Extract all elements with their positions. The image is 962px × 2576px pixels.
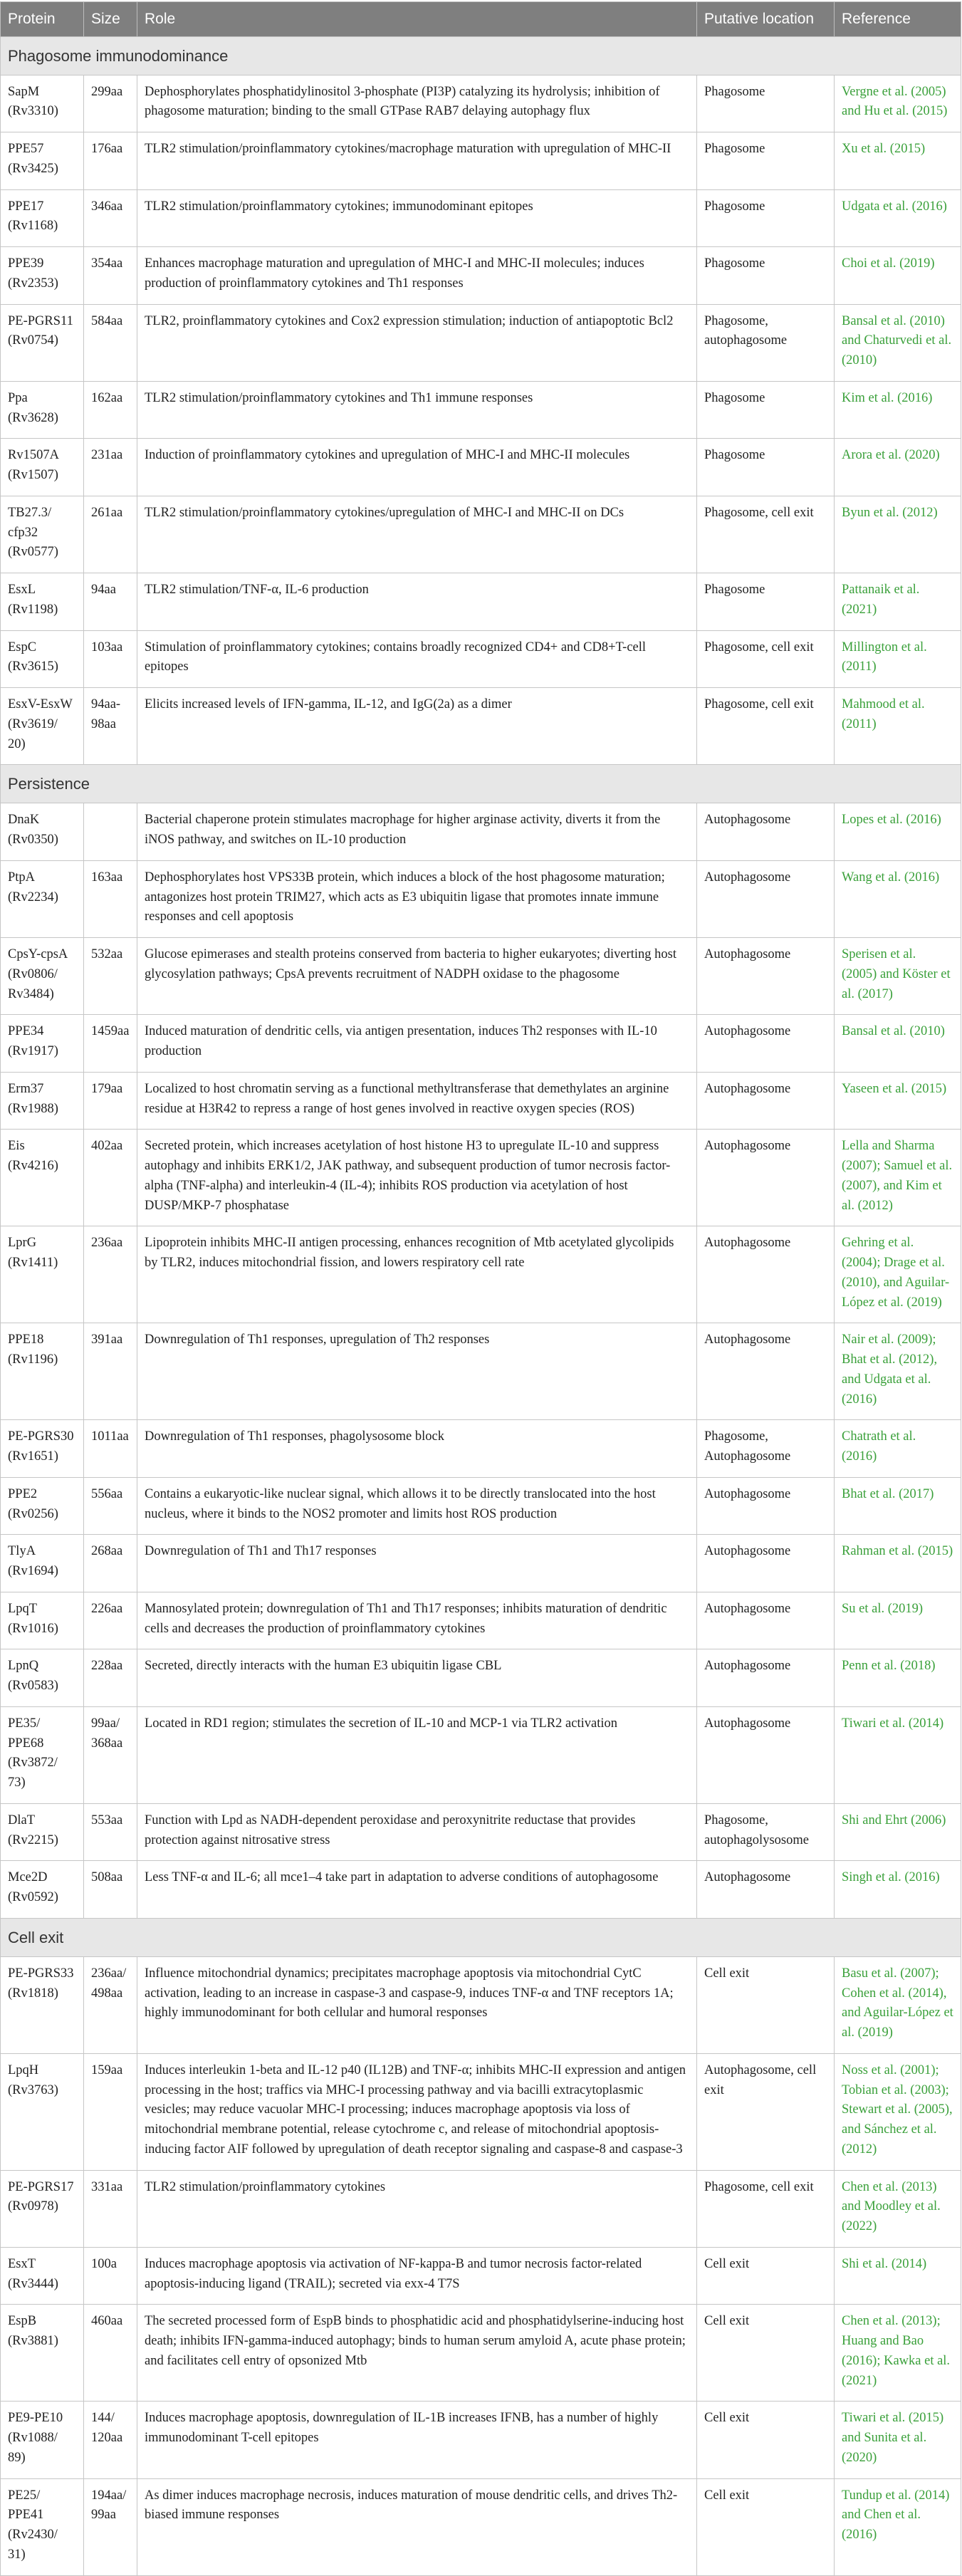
table-row [1, 2478, 961, 2575]
protein-cell: EsxV-EsxW (Rv3619/ 20) [1, 688, 84, 765]
reference-cell[interactable]: Mahmood et al. (2011) [835, 688, 961, 765]
protein-cell: LpnQ (Rv0583) [1, 1649, 84, 1707]
location-cell: Autophagosome [697, 803, 835, 861]
reference-cell[interactable]: Lella and Sharma (2007); Samuel et al. (2007), and Kim et al. (2012) [835, 1130, 961, 1226]
table-row [1, 688, 961, 765]
size-cell: 159aa [84, 2053, 137, 2170]
location-cell: Autophagosome [697, 1072, 835, 1130]
size-cell: 103aa [84, 630, 137, 688]
location-cell: Phagosome, cell exit [697, 496, 835, 573]
location-cell: Autophagosome [697, 1706, 835, 1803]
role-cell: Induces macrophage apoptosis via activation of NF-kappa-B and tumor necrosis factor-related apoptosis-inducing ligand (TRAIL); secreted via exx-4 T7S [137, 2247, 697, 2305]
location-cell: Phagosome [697, 381, 835, 439]
protein-cell: Ppa (Rv3628) [1, 381, 84, 439]
location-cell: Cell exit [697, 2478, 835, 2575]
size-cell: 179aa [84, 1072, 137, 1130]
reference-cell[interactable]: Kim et al. (2016) [835, 381, 961, 439]
protein-cell: EspC (Rv3615) [1, 630, 84, 688]
table-row [1, 381, 961, 439]
role-cell: Secreted, directly interacts with the human E3 ubiquitin ligase CBL [137, 1649, 697, 1707]
protein-cell: Erm37 (Rv1988) [1, 1072, 84, 1130]
table-row [1, 573, 961, 631]
protein-cell: LpqT (Rv1016) [1, 1592, 84, 1649]
reference-cell[interactable]: Bhat et al. (2017) [835, 1477, 961, 1535]
reference-cell[interactable]: Yaseen et al. (2015) [835, 1072, 961, 1130]
size-cell [84, 803, 137, 861]
reference-cell[interactable]: Choi et al. (2019) [835, 247, 961, 305]
role-cell: Stimulation of proinflammatory cytokines; contains broadly recognized CD4+ and CD8+T-cell epitopes [137, 630, 697, 688]
size-cell: 556aa [84, 1477, 137, 1535]
size-cell: 354aa [84, 247, 137, 305]
protein-cell: Rv1507A (Rv1507) [1, 439, 84, 496]
column-header-role: Role [137, 2, 697, 37]
role-cell: Lipoprotein inhibits MHC-II antigen processing, enhances recognition of Mtb acetylated glycolipids by TLR2, induces mitochondrial fission, and lowers respiratory cell rate [137, 1226, 697, 1323]
size-cell: 391aa [84, 1323, 137, 1420]
table-row [1, 1072, 961, 1130]
size-cell: 99aa/ 368aa [84, 1706, 137, 1803]
reference-cell[interactable]: Sperisen et al. (2005) and Köster et al. (2017) [835, 938, 961, 1015]
role-cell: Bacterial chaperone protein stimulates macrophage for higher arginase activity, diverts it from the iNOS pathway, and switches on IL-10 production [137, 803, 697, 861]
table-row [1, 247, 961, 305]
size-cell: 226aa [84, 1592, 137, 1649]
section-title: Phagosome immunodominance [1, 36, 961, 75]
table-row [1, 803, 961, 861]
location-cell: Phagosome [697, 247, 835, 305]
size-cell: 228aa [84, 1649, 137, 1707]
location-cell: Phagosome [697, 573, 835, 631]
location-cell: Phagosome, cell exit [697, 630, 835, 688]
reference-cell[interactable]: Shi et al. (2014) [835, 2247, 961, 2305]
table-row [1, 630, 961, 688]
size-cell: 236aa/ 498aa [84, 1956, 137, 2053]
table-body [1, 36, 961, 2575]
location-cell: Autophagosome, cell exit [697, 2053, 835, 2170]
protein-cell: PE-PGRS11 (Rv0754) [1, 304, 84, 381]
reference-cell[interactable]: Gehring et al. (2004); Drage et al. (2010), and Aguilar-López et al. (2019) [835, 1226, 961, 1323]
table-row [1, 1956, 961, 2053]
size-cell: 402aa [84, 1130, 137, 1226]
protein-cell: Mce2D (Rv0592) [1, 1861, 84, 1919]
size-cell: 94aa [84, 573, 137, 631]
table-row [1, 1323, 961, 1420]
size-cell: 94aa-98aa [84, 688, 137, 765]
protein-cell: DnaK (Rv0350) [1, 803, 84, 861]
role-cell: TLR2 stimulation/TNF-α, IL-6 production [137, 573, 697, 631]
location-cell: Phagosome [697, 75, 835, 132]
column-header-reference: Reference [835, 2, 961, 37]
protein-cell: PE-PGRS33 (Rv1818) [1, 1956, 84, 2053]
table-row [1, 860, 961, 937]
location-cell: Phagosome [697, 189, 835, 247]
table-row [1, 2053, 961, 2170]
section-row [1, 1918, 961, 1956]
role-cell: TLR2 stimulation/proinflammatory cytokines/macrophage maturation with upregulation of MHC-II [137, 132, 697, 190]
table-row [1, 189, 961, 247]
table-row [1, 2247, 961, 2305]
size-cell: 194aa/ 99aa [84, 2478, 137, 2575]
location-cell: Cell exit [697, 2402, 835, 2478]
size-cell: 231aa [84, 439, 137, 496]
table-row [1, 2170, 961, 2247]
table-row [1, 1015, 961, 1073]
location-cell: Autophagosome [697, 1535, 835, 1592]
location-cell: Autophagosome [697, 1861, 835, 1919]
reference-cell[interactable]: Tiwari et al. (2014) [835, 1706, 961, 1803]
protein-cell: PtpA (Rv2234) [1, 860, 84, 937]
role-cell: As dimer induces macrophage necrosis, induces maturation of mouse dendritic cells, and drives Th2-biased immune responses [137, 2478, 697, 2575]
table-row [1, 1130, 961, 1226]
protein-cell: EsxL (Rv1198) [1, 573, 84, 631]
reference-cell[interactable]: Nair et al. (2009); Bhat et al. (2012), and Udgata et al. (2016) [835, 1323, 961, 1420]
size-cell: 100a [84, 2247, 137, 2305]
table-row [1, 1861, 961, 1919]
protein-cell: EsxT (Rv3444) [1, 2247, 84, 2305]
protein-cell: PE-PGRS17 (Rv0978) [1, 2170, 84, 2247]
protein-cell: PE25/ PPE41 (Rv2430/ 31) [1, 2478, 84, 2575]
role-cell: Less TNF-α and IL-6; all mce1–4 take part in adaptation to adverse conditions of autophagosome [137, 1861, 697, 1919]
table-row [1, 1477, 961, 1535]
protein-cell: PPE2 (Rv0256) [1, 1477, 84, 1535]
size-cell: 508aa [84, 1861, 137, 1919]
table-row [1, 1226, 961, 1323]
protein-cell: EspB (Rv3881) [1, 2305, 84, 2402]
role-cell: TLR2 stimulation/proinflammatory cytokines/upregulation of MHC-I and MHC-II on DCs [137, 496, 697, 573]
table-row [1, 1706, 961, 1803]
size-cell: 532aa [84, 938, 137, 1015]
size-cell: 268aa [84, 1535, 137, 1592]
location-cell: Autophagosome [697, 1130, 835, 1226]
role-cell: Localized to host chromatin serving as a functional methyltransferase that demethylates an arginine residue at H3R42 to repress a range of host genes involved in reactive oxygen species (ROS) [137, 1072, 697, 1130]
table-header [1, 2, 961, 37]
column-header-protein: Protein [1, 2, 84, 37]
location-cell: Phagosome, autophagolysosome [697, 1803, 835, 1861]
size-cell: 162aa [84, 381, 137, 439]
reference-cell[interactable]: Noss et al. (2001); Tobian et al. (2003); Stewart et al. (2005), and Sánchez et al. (2012) [835, 2053, 961, 2170]
reference-cell[interactable]: Udgata et al. (2016) [835, 189, 961, 247]
location-cell: Phagosome, cell exit [697, 2170, 835, 2247]
location-cell: Phagosome, cell exit [697, 688, 835, 765]
reference-cell[interactable]: Chen et al. (2013); Huang and Bao (2016); Kawka et al. (2021) [835, 2305, 961, 2402]
role-cell: Located in RD1 region; stimulates the secretion of IL-10 and MCP-1 via TLR2 activation [137, 1706, 697, 1803]
size-cell: 299aa [84, 75, 137, 132]
protein-cell: PPE34 (Rv1917) [1, 1015, 84, 1073]
table-row [1, 304, 961, 381]
size-cell: 331aa [84, 2170, 137, 2247]
role-cell: Enhances macrophage maturation and upregulation of MHC-I and MHC-II molecules; induces production of proinflammatory cytokines and Th1 responses [137, 247, 697, 305]
role-cell: Contains a eukaryotic-like nuclear signal, which allows it to be directly translocated into the host nucleus, where it binds to the NOS2 promoter and limits host ROS production [137, 1477, 697, 1535]
size-cell: 584aa [84, 304, 137, 381]
role-cell: Downregulation of Th1 responses, phagolysosome block [137, 1420, 697, 1478]
section-row [1, 765, 961, 803]
table-row [1, 1803, 961, 1861]
role-cell: TLR2 stimulation/proinflammatory cytokines [137, 2170, 697, 2247]
protein-cell: PPE17 (Rv1168) [1, 189, 84, 247]
protein-cell: LprG (Rv1411) [1, 1226, 84, 1323]
role-cell: TLR2, proinflammatory cytokines and Cox2 expression stimulation; induction of antiapoptotic Bcl2 [137, 304, 697, 381]
role-cell: Elicits increased levels of IFN-gamma, IL-12, and IgG(2a) as a dimer [137, 688, 697, 765]
size-cell: 176aa [84, 132, 137, 190]
reference-cell[interactable]: Shi and Ehrt (2006) [835, 1803, 961, 1861]
location-cell: Phagosome [697, 132, 835, 190]
size-cell: 553aa [84, 1803, 137, 1861]
table-row [1, 132, 961, 190]
reference-cell[interactable]: Xu et al. (2015) [835, 132, 961, 190]
role-cell: Secreted protein, which increases acetylation of host histone H3 to upregulate IL-10 and suppress autophagy and inhibits ERK1/2, JAK pathway, and subsequent production of tumor necrosis factor-alpha (TNF-alpha) and interleukin-4 (IL-4); inhibits ROS production via acetylation of host DUSP/MKP-7 phosphatase [137, 1130, 697, 1226]
protein-cell: PE9-PE10 (Rv1088/ 89) [1, 2402, 84, 2478]
role-cell: Downregulation of Th1 and Th17 responses [137, 1535, 697, 1592]
table-row [1, 496, 961, 573]
location-cell: Autophagosome [697, 1649, 835, 1707]
location-cell: Autophagosome [697, 1592, 835, 1649]
size-cell: 346aa [84, 189, 137, 247]
protein-cell: SapM (Rv3310) [1, 75, 84, 132]
reference-cell[interactable]: Basu et al. (2007); Cohen et al. (2014), and Aguilar-López et al. (2019) [835, 1956, 961, 2053]
protein-cell: PPE39 (Rv2353) [1, 247, 84, 305]
role-cell: Dephosphorylates phosphatidylinositol 3-phosphate (PI3P) catalyzing its hydrolysis; inhibition of phagosome maturation; binding to the small GTPase RAB7 delaying autophagy flux [137, 75, 697, 132]
section-title: Persistence [1, 765, 961, 803]
protein-cell: TB27.3/ cfp32 (Rv0577) [1, 496, 84, 573]
table-row [1, 2305, 961, 2402]
reference-cell[interactable]: Penn et al. (2018) [835, 1649, 961, 1707]
size-cell: 1459aa [84, 1015, 137, 1073]
reference-cell[interactable]: Tundup et al. (2014) and Chen et al. (2016) [835, 2478, 961, 2575]
reference-cell[interactable]: Lopes et al. (2016) [835, 803, 961, 861]
reference-cell[interactable]: Bansal et al. (2010) and Chaturvedi et al. (2010) [835, 304, 961, 381]
protein-cell: LpqH (Rv3763) [1, 2053, 84, 2170]
table-row [1, 938, 961, 1015]
table-row [1, 2402, 961, 2478]
location-cell: Autophagosome [697, 1015, 835, 1073]
reference-cell[interactable]: Rahman et al. (2015) [835, 1535, 961, 1592]
size-cell: 460aa [84, 2305, 137, 2402]
column-header-location: Putative location [697, 2, 835, 37]
column-header-size: Size [84, 2, 137, 37]
reference-cell[interactable]: Bansal et al. (2010) [835, 1015, 961, 1073]
location-cell: Autophagosome [697, 1226, 835, 1323]
role-cell: Influence mitochondrial dynamics; precipitates macrophage apoptosis via mitochondrial CytC activation, leading to an increase in caspase-3 and caspase-9, induces TNF-α and TNF receptors 1A; highly immunodominant for both cellular and humoral responses [137, 1956, 697, 2053]
table-row [1, 1420, 961, 1478]
role-cell: Mannosylated protein; downregulation of Th1 and Th17 responses; inhibits maturation of dendritic cells and decreases the production of proinflammatory cytokines [137, 1592, 697, 1649]
role-cell: Glucose epimerases and stealth proteins conserved from bacteria to higher eukaryotes; diverting host glycosylation pathways; CpsA prevents recruitment of NADPH oxidase to the phagosome [137, 938, 697, 1015]
role-cell: Dephosphorylates host VPS33B protein, which induces a block of the host phagosome maturation; antagonizes host protein TRIM27, which acts as E3 ubiquitin ligase that promotes innate immune responses and cell apoptosis [137, 860, 697, 937]
size-cell: 1011aa [84, 1420, 137, 1478]
role-cell: TLR2 stimulation/proinflammatory cytokines; immunodominant epitopes [137, 189, 697, 247]
table-row [1, 75, 961, 132]
section-row [1, 36, 961, 75]
location-cell: Cell exit [697, 1956, 835, 2053]
reference-cell[interactable]: Chen et al. (2013) and Moodley et al. (2022) [835, 2170, 961, 2247]
location-cell: Cell exit [697, 2305, 835, 2402]
reference-cell[interactable]: Arora et al. (2020) [835, 439, 961, 496]
reference-cell[interactable]: Vergne et al. (2005) and Hu et al. (2015) [835, 75, 961, 132]
reference-cell[interactable]: Chatrath et al. (2016) [835, 1420, 961, 1478]
role-cell: Induced maturation of dendritic cells, via antigen presentation, induces Th2 responses with IL-10 production [137, 1015, 697, 1073]
reference-cell[interactable]: Tiwari et al. (2015) and Sunita et al. (2020) [835, 2402, 961, 2478]
location-cell: Phagosome, Autophagosome [697, 1420, 835, 1478]
role-cell: Induction of proinflammatory cytokines and upregulation of MHC-I and MHC-II molecules [137, 439, 697, 496]
location-cell: Autophagosome [697, 1323, 835, 1420]
protein-cell: PPE18 (Rv1196) [1, 1323, 84, 1420]
role-cell: Function with Lpd as NADH-dependent peroxidase and peroxynitrite reductase that provides protection against nitrosative stress [137, 1803, 697, 1861]
protein-cell: TlyA (Rv1694) [1, 1535, 84, 1592]
protein-cell: CpsY-cpsA (Rv0806/ Rv3484) [1, 938, 84, 1015]
protein-cell: PE-PGRS30 (Rv1651) [1, 1420, 84, 1478]
header-row [1, 2, 961, 37]
reference-cell[interactable]: Byun et al. (2012) [835, 496, 961, 573]
location-cell: Phagosome, autophagosome [697, 304, 835, 381]
location-cell: Autophagosome [697, 1477, 835, 1535]
role-cell: Induces interleukin 1-beta and IL-12 p40 (IL12B) and TNF-α; inhibits MHC-II expression and antigen processing in the host; traffics via MHC-I processing pathway and via bacilli extracytoplasmic vesicles; may reduce vacuolar MHC-I processing; induces macrophage apoptosis via loss of mitochondrial membrane potential, release cytochrome c, and release of mitochondrial apoptosis-inducing factor AIF followed by upregulation of death receptor signaling and caspase-8 and caspase-3 [137, 2053, 697, 2170]
table-row [1, 1649, 961, 1707]
size-cell: 236aa [84, 1226, 137, 1323]
location-cell: Phagosome [697, 439, 835, 496]
reference-cell[interactable]: Pattanaik et al. (2021) [835, 573, 961, 631]
protein-cell: DlaT (Rv2215) [1, 1803, 84, 1861]
size-cell: 261aa [84, 496, 137, 573]
reference-cell[interactable]: Wang et al. (2016) [835, 860, 961, 937]
location-cell: Cell exit [697, 2247, 835, 2305]
role-cell: The secreted processed form of EspB binds to phosphatidic acid and phosphatidylserine-inducing host death; inhibits IFN-gamma-induced autophagy; binds to human serum amyloid A, acute phase protein; and facilitates cell entry of opsonized Mtb [137, 2305, 697, 2402]
protein-table [0, 1, 961, 2576]
role-cell: Induces macrophage apoptosis, downregulation of IL-1B increases IFNB, has a number of highly immunodominant T-cell epitopes [137, 2402, 697, 2478]
reference-cell[interactable]: Singh et al. (2016) [835, 1861, 961, 1919]
protein-cell: PE35/ PPE68 (Rv3872/ 73) [1, 1706, 84, 1803]
role-cell: TLR2 stimulation/proinflammatory cytokines and Th1 immune responses [137, 381, 697, 439]
location-cell: Autophagosome [697, 860, 835, 937]
location-cell: Autophagosome [697, 938, 835, 1015]
protein-cell: PPE57 (Rv3425) [1, 132, 84, 190]
size-cell: 163aa [84, 860, 137, 937]
protein-cell: Eis (Rv4216) [1, 1130, 84, 1226]
size-cell: 144/ 120aa [84, 2402, 137, 2478]
role-cell: Downregulation of Th1 responses, upregulation of Th2 responses [137, 1323, 697, 1420]
table-row [1, 439, 961, 496]
reference-cell[interactable]: Millington et al. (2011) [835, 630, 961, 688]
reference-cell[interactable]: Su et al. (2019) [835, 1592, 961, 1649]
section-title: Cell exit [1, 1918, 961, 1956]
table-row [1, 1535, 961, 1592]
table-row [1, 1592, 961, 1649]
